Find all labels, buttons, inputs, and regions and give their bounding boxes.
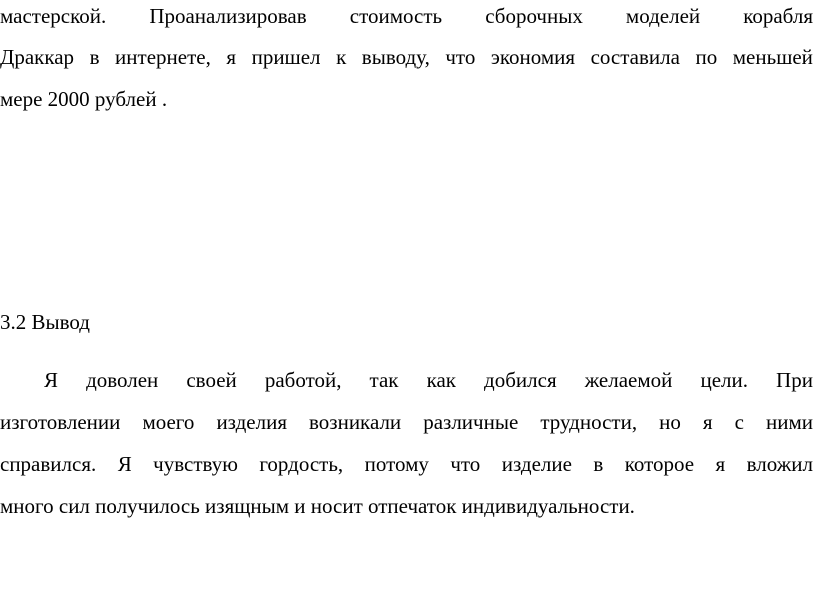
word: Драккар bbox=[0, 45, 75, 69]
word: пришел bbox=[251, 45, 321, 69]
word: ними bbox=[765, 410, 813, 434]
word: Я bbox=[117, 452, 132, 476]
word: вложил bbox=[746, 452, 813, 476]
word: я bbox=[226, 45, 237, 69]
word: желаемой bbox=[584, 368, 673, 392]
word: моделей bbox=[625, 4, 701, 28]
word: трудности, bbox=[540, 410, 638, 434]
word: моего bbox=[142, 410, 195, 434]
word: я bbox=[715, 452, 726, 476]
word: Я bbox=[44, 368, 59, 392]
word: составила bbox=[590, 45, 680, 69]
word: гордость, bbox=[259, 452, 344, 476]
word: изделия bbox=[216, 410, 287, 434]
text-line bbox=[0, 4, 813, 28]
word: к bbox=[336, 45, 347, 69]
text-line bbox=[0, 45, 813, 69]
text-line bbox=[0, 452, 813, 476]
word: экономия bbox=[490, 45, 576, 69]
word: цели. bbox=[700, 368, 748, 392]
word: При bbox=[776, 368, 813, 392]
word: работой, bbox=[264, 368, 342, 392]
word: корабля bbox=[743, 4, 813, 28]
word: потому bbox=[364, 452, 429, 476]
word: мастерской. bbox=[0, 4, 107, 28]
text-line bbox=[44, 368, 813, 392]
word: интернете, bbox=[115, 45, 211, 69]
word: Проанализировав bbox=[149, 4, 307, 28]
word: добился bbox=[484, 368, 557, 392]
section-heading: 3.2 Вывод bbox=[0, 310, 90, 334]
text-line: мере 2000 рублей . bbox=[0, 87, 168, 111]
word: различные bbox=[423, 410, 519, 434]
word: но bbox=[659, 410, 681, 434]
word: стоимость bbox=[349, 4, 443, 28]
word: сборочных bbox=[485, 4, 583, 28]
word: которое bbox=[624, 452, 695, 476]
word: как bbox=[426, 368, 456, 392]
word: возникали bbox=[309, 410, 402, 434]
text-line: много сил получилось изящным и носит отпечаток индивидуальности. bbox=[0, 494, 635, 518]
word: по bbox=[695, 45, 718, 69]
word: доволен bbox=[86, 368, 159, 392]
word: с bbox=[734, 410, 744, 434]
text-line bbox=[0, 410, 813, 434]
word: справился. bbox=[0, 452, 97, 476]
word: меньшей bbox=[732, 45, 813, 69]
word: в bbox=[89, 45, 100, 69]
word: в bbox=[593, 452, 604, 476]
word: своей bbox=[186, 368, 237, 392]
word: что bbox=[450, 452, 481, 476]
word: что bbox=[445, 45, 476, 69]
word: чувствую bbox=[153, 452, 238, 476]
word: так bbox=[369, 368, 399, 392]
word: выводу, bbox=[361, 45, 430, 69]
word: изготовлении bbox=[0, 410, 121, 434]
word: я bbox=[702, 410, 713, 434]
word: изделие bbox=[501, 452, 572, 476]
